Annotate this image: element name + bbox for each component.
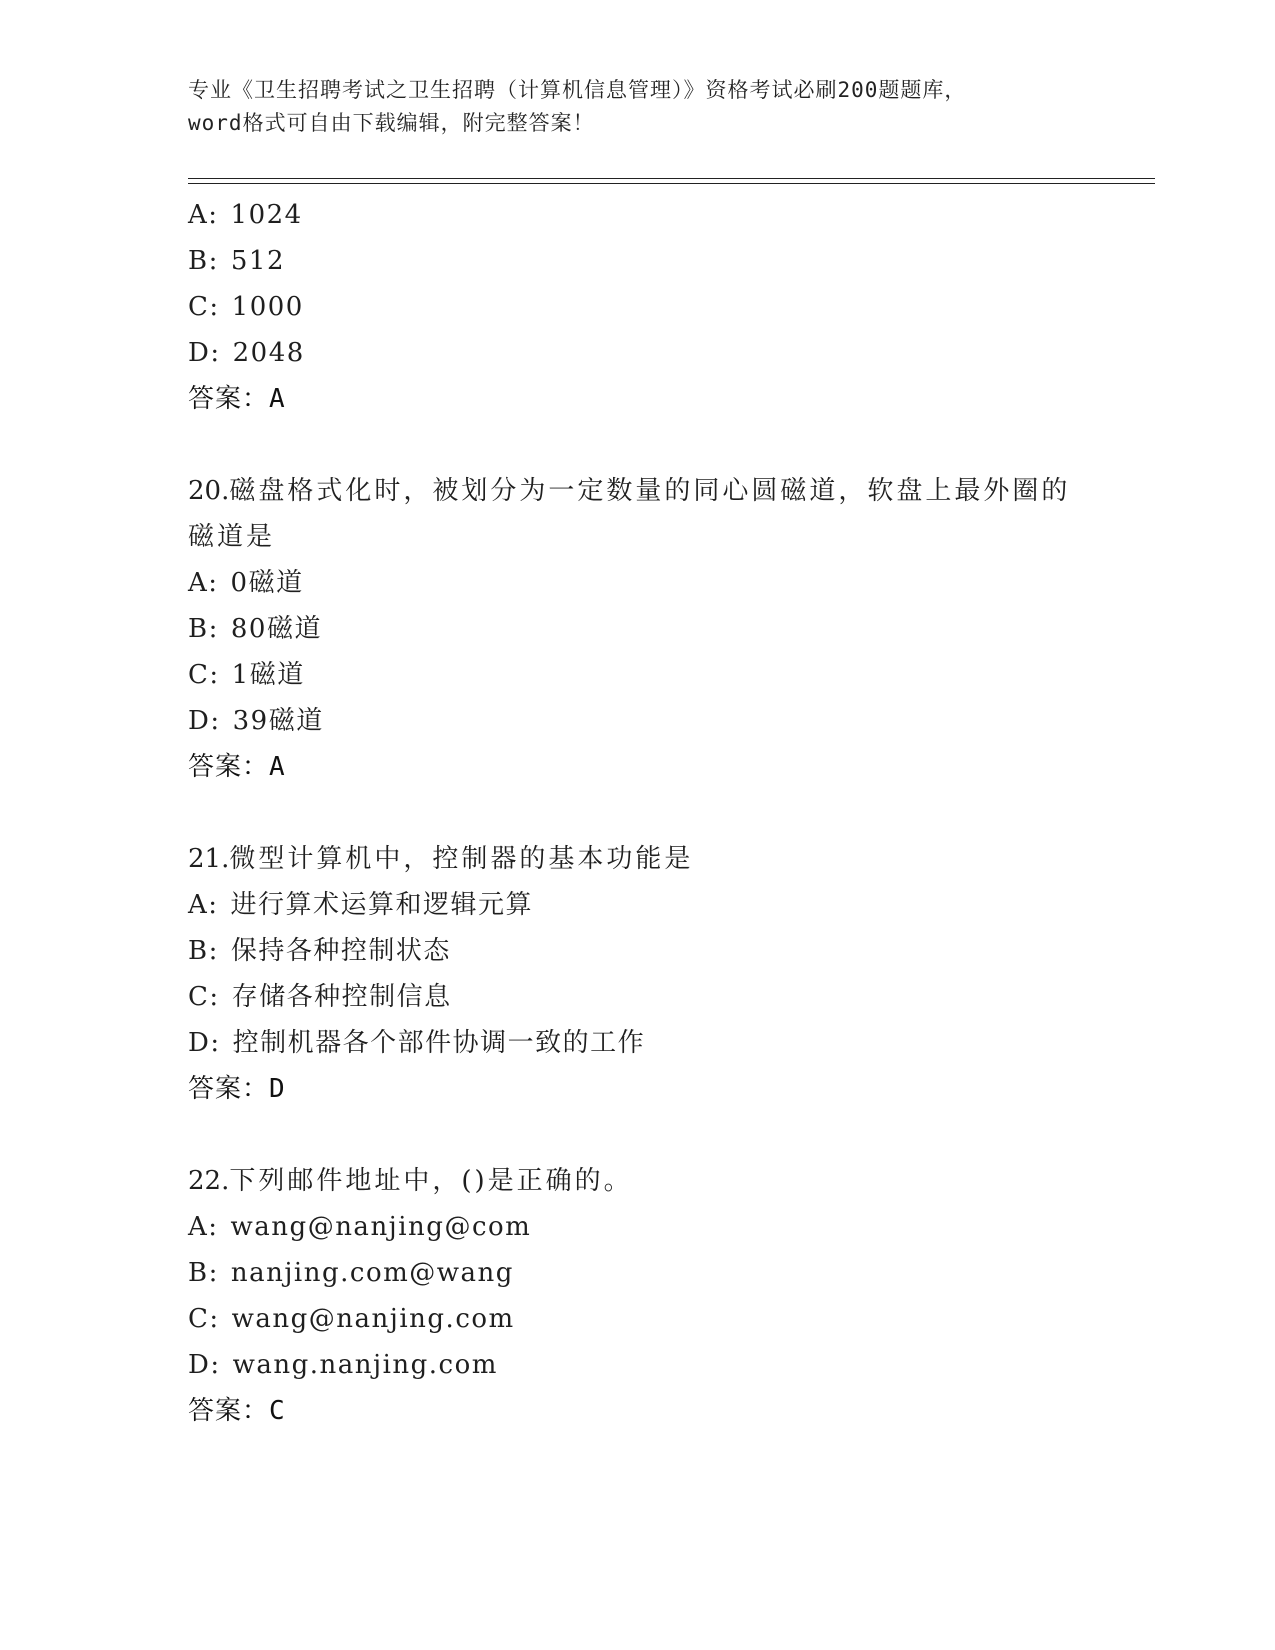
option-label: C: xyxy=(188,1304,220,1334)
header-divider-bottom xyxy=(188,183,1155,184)
option-text: 1024 xyxy=(230,200,303,230)
question-stem-line-2: 磁道是 xyxy=(188,522,276,552)
answer-line xyxy=(188,1388,1088,1434)
answer-value: D xyxy=(269,1074,285,1104)
option-label: A: xyxy=(188,568,219,598)
option-label: B: xyxy=(188,936,219,966)
answer-prefix: 答案： xyxy=(188,1074,270,1104)
option-label: A: xyxy=(188,890,219,920)
option-text: 0磁道 xyxy=(230,568,304,598)
option-label: A: xyxy=(188,200,219,230)
question-block-20 xyxy=(188,468,1088,790)
question-stem xyxy=(188,1158,1088,1204)
answer-prefix: 答案： xyxy=(188,1396,270,1426)
option-label: D: xyxy=(188,1028,221,1058)
option-label: D: xyxy=(188,706,221,736)
option-a xyxy=(188,1204,1088,1250)
answer-line xyxy=(188,1066,1088,1112)
option-label: A: xyxy=(188,1212,219,1242)
option-text: 保持各种控制状态 xyxy=(230,936,451,966)
question-number: 20. xyxy=(188,476,230,506)
question-number: 21. xyxy=(188,844,230,874)
answer-line xyxy=(188,744,1088,790)
question-number: 22. xyxy=(188,1166,230,1196)
question-block-22 xyxy=(188,1158,1088,1434)
question-block-21 xyxy=(188,836,1088,1112)
option-a xyxy=(188,560,1088,606)
answer-value: C xyxy=(269,1396,285,1426)
option-a xyxy=(188,192,1088,238)
question-stem xyxy=(188,836,1088,882)
answer-line xyxy=(188,376,1088,422)
option-text: wang.nanjing.com xyxy=(232,1350,498,1380)
option-label: D: xyxy=(188,1350,221,1380)
option-text: 2048 xyxy=(232,338,305,368)
option-a xyxy=(188,882,1088,928)
header-divider-top xyxy=(188,178,1155,179)
option-c xyxy=(188,974,1088,1020)
spacer xyxy=(188,790,1088,836)
option-text: 进行算术运算和逻辑元算 xyxy=(230,890,534,920)
option-c xyxy=(188,1296,1088,1342)
option-text: wang@nanjing.com xyxy=(231,1304,515,1334)
option-text: 80磁道 xyxy=(230,614,322,644)
question-block-prev xyxy=(188,192,1088,422)
option-c xyxy=(188,284,1088,330)
spacer xyxy=(188,1112,1088,1158)
option-b xyxy=(188,238,1088,284)
option-text: 1磁道 xyxy=(231,660,305,690)
option-d xyxy=(188,330,1088,376)
page-header xyxy=(188,74,1088,140)
question-list xyxy=(188,192,1088,1434)
spacer xyxy=(188,422,1088,468)
option-b xyxy=(188,1250,1088,1296)
option-text: 控制机器各个部件协调一致的工作 xyxy=(232,1028,646,1058)
option-text: 1000 xyxy=(231,292,304,322)
option-label: D: xyxy=(188,338,221,368)
question-stem-line-1: 磁盘格式化时，被划分为一定数量的同心圆磁道，软盘上最外圈的 xyxy=(229,476,1071,506)
option-d xyxy=(188,1342,1088,1388)
answer-prefix: 答案： xyxy=(188,752,270,782)
option-text: nanjing.com@wang xyxy=(230,1258,514,1288)
option-label: B: xyxy=(188,614,219,644)
option-text: 512 xyxy=(230,246,286,276)
question-stem-line-1: 微型计算机中，控制器的基本功能是 xyxy=(229,844,694,874)
question-stem-line-1: 下列邮件地址中，()是正确的。 xyxy=(229,1166,633,1196)
option-label: B: xyxy=(188,1258,219,1288)
answer-value: A xyxy=(269,384,285,414)
option-label: C: xyxy=(188,982,220,1012)
option-label: C: xyxy=(188,292,220,322)
option-text: 39磁道 xyxy=(232,706,324,736)
header-line-1: 专业《卫生招聘考试之卫生招聘（计算机信息管理）》资格考试必刷200题题库， xyxy=(188,78,967,102)
option-text: 存储各种控制信息 xyxy=(231,982,452,1012)
option-text: wang@nanjing@com xyxy=(230,1212,532,1242)
option-d xyxy=(188,698,1088,744)
option-c xyxy=(188,652,1088,698)
option-label: C: xyxy=(188,660,220,690)
answer-value: A xyxy=(269,752,285,782)
question-stem xyxy=(188,468,1088,560)
option-b xyxy=(188,928,1088,974)
option-d xyxy=(188,1020,1088,1066)
option-b xyxy=(188,606,1088,652)
header-line-2: word格式可自由下载编辑，附完整答案！ xyxy=(188,111,595,135)
option-label: B: xyxy=(188,246,219,276)
answer-prefix: 答案： xyxy=(188,384,270,414)
